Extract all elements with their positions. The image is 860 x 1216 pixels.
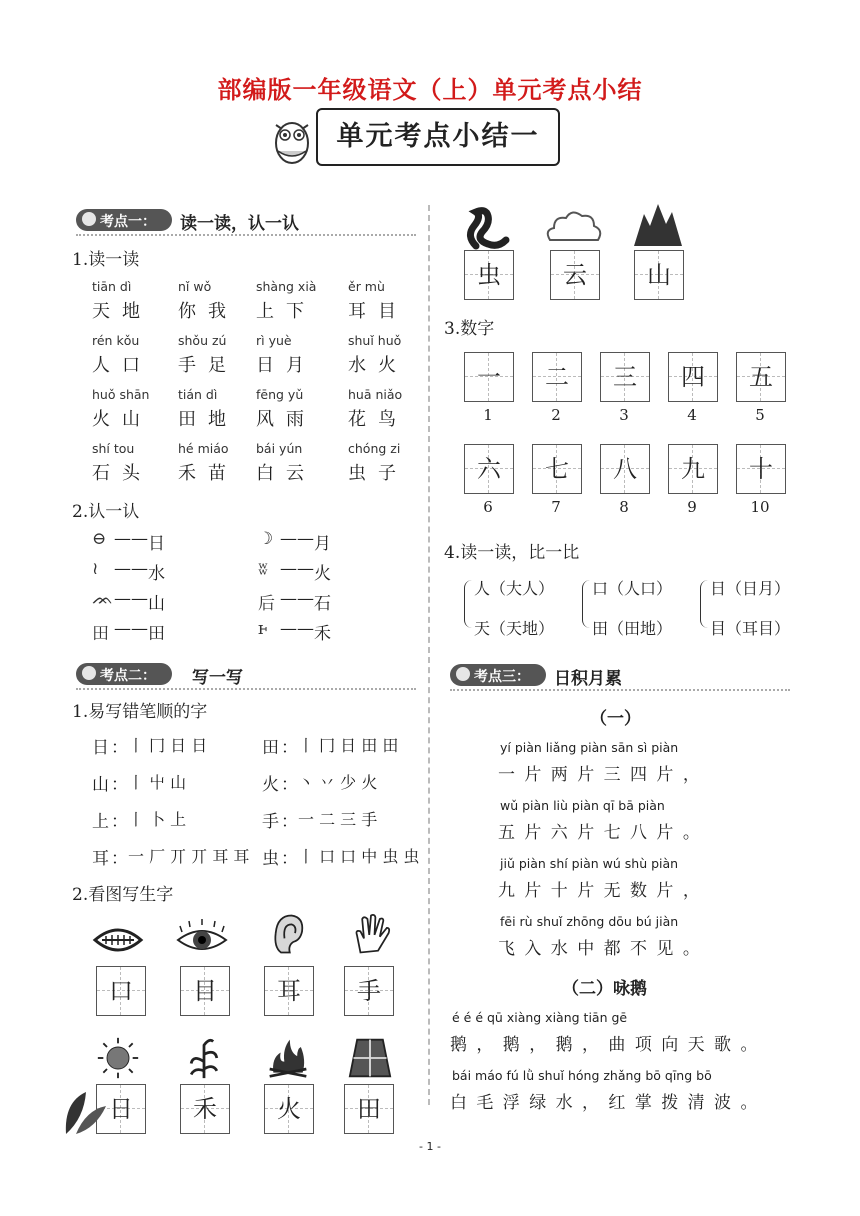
brace-icon	[582, 580, 591, 628]
dash: ——	[280, 559, 314, 579]
answer-box	[344, 1084, 394, 1134]
dash: ——	[280, 589, 314, 609]
word-hanzi: 禾苗	[178, 463, 238, 484]
colon: ：	[281, 775, 298, 795]
number-label: 10	[750, 498, 770, 516]
poem-line: 飞 入 水 中 都 不 见 。	[498, 939, 702, 959]
word-hanzi: 石头	[92, 463, 152, 484]
box-char: 田	[357, 1095, 381, 1123]
word-hanzi: 水火	[348, 355, 408, 376]
section-pill-3	[450, 664, 546, 686]
section-pill-2	[76, 663, 172, 685]
box-char: 云	[563, 261, 587, 289]
answer-box	[264, 966, 314, 1016]
banner-title: 单元考点小结一	[336, 121, 540, 152]
modern-char: 日	[148, 534, 165, 554]
word-pinyin: chóng zi	[348, 441, 401, 456]
read-heading: 1.读一读	[72, 250, 140, 270]
number-box	[668, 444, 718, 494]
colon: ：	[111, 849, 128, 869]
word-hanzi: 火山	[92, 409, 152, 430]
modern-char: 火	[314, 564, 331, 584]
stroke-sequence: 丨 冂 日 田 田	[298, 736, 399, 755]
ancient-glyph-icon: 田	[92, 624, 109, 644]
word-pinyin: tiān dì	[92, 279, 132, 294]
compare-item: 口（人口）	[592, 579, 673, 598]
word-hanzi: 人口	[92, 355, 152, 376]
brace-icon	[700, 580, 709, 628]
numbers-heading: 3.数字	[444, 319, 495, 339]
number-label: 8	[619, 498, 629, 516]
brace-icon	[464, 580, 473, 628]
dash: ——	[280, 529, 314, 549]
colon: ：	[281, 738, 298, 758]
ancient-glyph-icon: ⊖	[92, 529, 107, 549]
stroke-char: 火	[262, 775, 279, 795]
cloud-icon	[544, 206, 604, 246]
box-char: 七	[545, 455, 569, 483]
section-pill-label: 考点三：	[474, 669, 530, 685]
word-pinyin: ěr mù	[348, 279, 385, 294]
page-title: 部编版一年级语文（上）单元考点小结	[217, 76, 643, 104]
answer-box	[180, 966, 230, 1016]
bulb-icon	[82, 212, 96, 226]
box-char: 目	[193, 977, 217, 1005]
eye-icon	[176, 918, 228, 962]
poem-pinyin: wǔ piàn liù piàn qī bā piàn	[500, 798, 665, 813]
box-char: 口	[109, 977, 133, 1005]
number-box	[532, 444, 582, 494]
word-hanzi: 你我	[178, 301, 238, 322]
stroke-char: 山	[92, 775, 109, 795]
number-box	[532, 352, 582, 402]
ancient-glyph-icon: ≀	[92, 559, 99, 579]
section-underline	[450, 689, 790, 691]
ancient-glyph-icon: ⱶ	[258, 619, 268, 639]
colon: ：	[111, 812, 128, 832]
dash: ——	[114, 619, 148, 639]
modern-char: 禾	[314, 624, 331, 644]
section-pill-label: 考点一：	[100, 214, 156, 230]
recognize-heading: 2.认一认	[72, 502, 140, 522]
unit-banner	[316, 108, 560, 166]
word-pinyin: tián dì	[178, 387, 218, 402]
word-pinyin: huā niǎo	[348, 387, 403, 402]
owl-icon	[268, 113, 316, 167]
number-box	[600, 444, 650, 494]
stroke-char: 上	[92, 812, 109, 832]
ancient-glyph-icon: ☽	[258, 529, 274, 549]
poem-line: 鹅 ， 鹅 ， 鹅 ， 曲 项 向 天 歌 。	[450, 1035, 760, 1055]
colon: ：	[111, 738, 128, 758]
pictograph-box	[550, 250, 600, 300]
number-label: 1	[483, 406, 493, 424]
box-char: 日	[109, 1095, 133, 1123]
modern-char: 石	[314, 594, 331, 614]
section-title-2: 写一写	[192, 668, 243, 688]
number-box	[668, 352, 718, 402]
modern-char: 田	[148, 624, 165, 644]
poem1-title: （一）	[590, 709, 641, 729]
word-pinyin: nǐ wǒ	[178, 279, 212, 294]
worm-icon	[462, 206, 512, 252]
poem-line: 九 片 十 片 无 数 片 ，	[498, 881, 702, 901]
modern-char: 月	[314, 534, 331, 554]
ear-icon	[262, 912, 314, 956]
poem-line: 一 片 两 片 三 四 片 ，	[498, 765, 702, 785]
compare-item: 天（天地）	[474, 619, 555, 638]
answer-box	[264, 1084, 314, 1134]
word-hanzi: 风雨	[256, 409, 316, 430]
stroke-sequence: 一 厂 丌 丌 耳 耳	[128, 847, 250, 866]
box-char: 四	[681, 363, 705, 391]
box-char: 耳	[277, 977, 301, 1005]
colon: ：	[281, 849, 298, 869]
stroke-sequence: 丨 冂 日 日	[128, 736, 208, 755]
compare-item: 人（大人）	[474, 579, 555, 598]
word-hanzi: 耳目	[348, 301, 408, 322]
compare-item: 田（田地）	[592, 619, 673, 638]
stroke-char: 手	[262, 812, 279, 832]
box-char: 五	[749, 363, 773, 391]
strokes-heading: 1.易写错笔顺的字	[72, 702, 208, 722]
word-pinyin: huǒ shān	[92, 387, 150, 402]
word-hanzi: 虫子	[348, 463, 408, 484]
stroke-sequence: 丶 丷 少 火	[298, 773, 378, 792]
number-label: 3	[619, 406, 629, 424]
sun-icon	[92, 1036, 144, 1080]
colon: ：	[281, 812, 298, 832]
word-pinyin: shuǐ huǒ	[348, 333, 402, 348]
number-box	[600, 352, 650, 402]
modern-char: 山	[148, 594, 165, 614]
compare-item: 日（日月）	[710, 579, 791, 598]
compare-heading: 4.读一读，比一比	[444, 543, 580, 563]
box-char: 三	[613, 363, 637, 391]
box-char: 禾	[193, 1095, 217, 1123]
ancient-glyph-icon: 后	[258, 594, 275, 614]
word-hanzi: 天地	[92, 301, 152, 322]
word-hanzi: 花鸟	[348, 409, 408, 430]
fire-icon	[262, 1036, 314, 1080]
box-char: 火	[277, 1095, 301, 1123]
number-box	[464, 444, 514, 494]
word-pinyin: rén kǒu	[92, 333, 140, 348]
box-char: 二	[545, 363, 569, 391]
stroke-char: 虫	[262, 849, 279, 869]
hand-icon	[345, 912, 397, 956]
colon: ：	[111, 775, 128, 795]
answer-box	[96, 966, 146, 1016]
word-pinyin: shí tou	[92, 441, 135, 456]
section-title-3: 日积月累	[554, 669, 622, 689]
stroke-sequence: 丨 卜 上	[128, 810, 187, 829]
word-hanzi: 日月	[256, 355, 316, 376]
modern-char: 水	[148, 564, 165, 584]
poem-pinyin: bái máo fú lǜ shuǐ hóng zhǎng bō qīng bō	[452, 1068, 712, 1083]
dash: ——	[114, 559, 148, 579]
word-pinyin: hé miáo	[178, 441, 229, 456]
stroke-sequence: 丨 口 口 中 虫 虫	[298, 847, 420, 866]
number-label: 9	[687, 498, 697, 516]
column-divider	[428, 205, 430, 1105]
dash: ——	[280, 619, 314, 639]
box-char: 九	[681, 455, 705, 483]
answer-box	[344, 966, 394, 1016]
answer-box	[180, 1084, 230, 1134]
section-pill-1	[76, 209, 172, 231]
word-hanzi: 白云	[256, 463, 316, 484]
number-box	[736, 352, 786, 402]
ancient-glyph-icon: ᨏ	[92, 589, 114, 609]
stroke-char: 日	[92, 738, 109, 758]
word-pinyin: shǒu zú	[178, 333, 227, 348]
mountain-icon	[632, 202, 684, 248]
bulb-icon	[456, 667, 470, 681]
word-hanzi: 上下	[256, 301, 316, 322]
number-box	[464, 352, 514, 402]
section-underline	[76, 688, 416, 690]
stroke-char: 田	[262, 738, 279, 758]
box-char: 八	[613, 455, 637, 483]
poem-pinyin: fēi rù shuǐ zhōng dōu bú jiàn	[500, 914, 679, 929]
dash: ——	[114, 529, 148, 549]
section-title-1: 读一读，认一认	[180, 214, 299, 234]
bulb-icon	[82, 666, 96, 680]
word-pinyin: shàng xià	[256, 279, 317, 294]
box-char: 一	[477, 363, 501, 391]
poem-pinyin: é é é qū xiàng xiàng tiān gē	[452, 1010, 628, 1025]
number-label: 4	[687, 406, 697, 424]
leaf-decoration-icon	[62, 1080, 108, 1136]
number-label: 7	[551, 498, 561, 516]
word-hanzi: 田地	[178, 409, 238, 430]
word-pinyin: fēng yǔ	[256, 387, 304, 402]
box-char: 十	[749, 455, 773, 483]
pictograph-box	[464, 250, 514, 300]
stroke-sequence: 丨 屮 山	[128, 773, 187, 792]
word-pinyin: rì yuè	[256, 333, 292, 348]
field-icon	[344, 1036, 396, 1080]
picture-write-heading: 2.看图写生字	[72, 885, 174, 905]
poem-pinyin: jiǔ piàn shí piàn wú shù piàn	[500, 856, 679, 871]
stroke-sequence: 一 二 三 手	[298, 810, 378, 829]
page-number: - 1 -	[419, 1140, 441, 1153]
number-label: 5	[755, 406, 765, 424]
compare-item: 目（耳目）	[710, 619, 791, 638]
section-pill-label: 考点二：	[100, 668, 156, 684]
poem-line: 五 片 六 片 七 八 片 。	[498, 823, 702, 843]
stroke-char: 耳	[92, 849, 109, 869]
section-underline	[76, 234, 416, 236]
box-char: 手	[357, 977, 381, 1005]
box-char: 六	[477, 455, 501, 483]
box-char: 山	[647, 261, 671, 289]
number-label: 6	[483, 498, 493, 516]
word-hanzi: 手足	[178, 355, 238, 376]
dash: ——	[114, 589, 148, 609]
poem-line: 白 毛 浮 绿 水 ， 红 掌 拨 清 波 。	[450, 1093, 760, 1113]
pictograph-box	[634, 250, 684, 300]
rice-plant-icon	[178, 1036, 230, 1080]
word-pinyin: bái yún	[256, 441, 303, 456]
poem-pinyin: yí piàn liǎng piàn sān sì piàn	[500, 740, 679, 755]
number-box	[736, 444, 786, 494]
lips-icon	[92, 918, 144, 962]
poem2-title: （二）咏鹅	[562, 979, 647, 999]
number-label: 2	[551, 406, 561, 424]
ancient-glyph-icon: ʬ	[258, 559, 269, 579]
box-char: 虫	[477, 261, 501, 289]
